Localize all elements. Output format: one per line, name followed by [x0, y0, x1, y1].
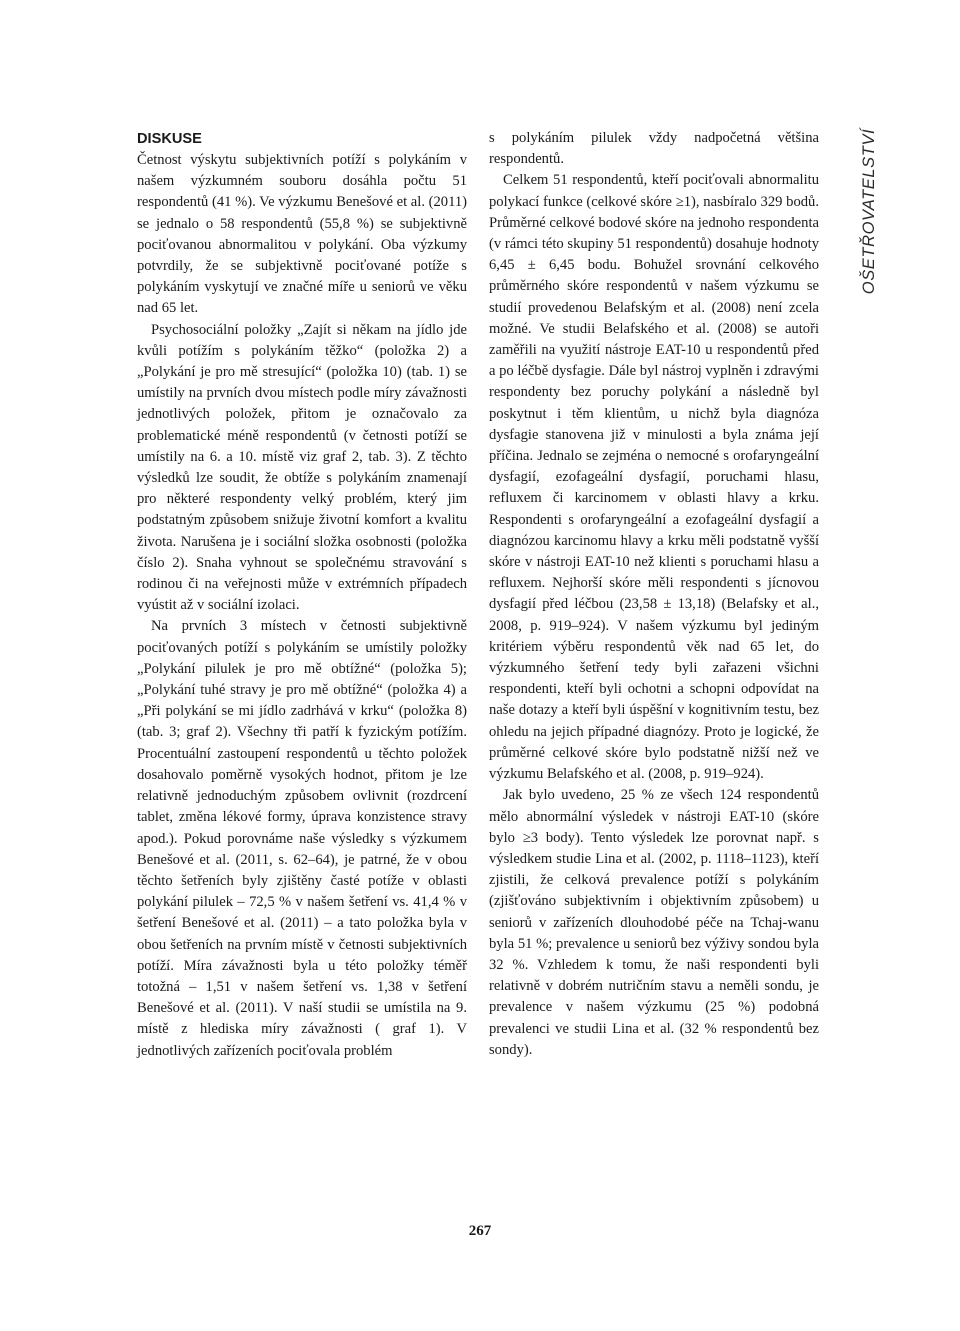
page-number: 267: [468, 1223, 492, 1239]
paragraph: Na prvních 3 místech v četnosti subjektivně pociťovaných potíží s polykáním se umístily položky „Polykání pilulek je pro mě obtížné“ (položka 5); „Polykání tuhé stravy je pro mě obtížné“ (položka 4) a „Při polykání se mi jídlo zadrhává v krku“ (položka 8) (tab. 3; graf 2). Všechny tři patří k fyzickým potížím. Procentuální zastoupení respondentů u těchto položek dosahovalo poměrně vysokých hodnot, přitom je lze relativně jednoduchým způsobem ovlivnit (rozdrcení tablet, změna lékové formy, úprava konzistence stravy apod.). Pokud porovnáme naše výsledky s výzkumem Benešové et al. (2011, s. 62–64), je patrné, že v obou těchto šetřeních byly zjištěny časté potíže v oblasti polykání pilulek – 72,5 % v našem šetření vs. 41,4 % v šetření Benešové et al. (2011) – a tato položka byla v obou šetřeních na prvním místě v četnosti subjektivních potíží. Míra závažnosti byla u této položky téměř totožná – 1,51 v našem šetření vs. 1,38 v šetření Benešové et al. (2011). V naší studii se umístila na 9. místě z hlediska míry závažnosti ( graf 1). V jednotlivých zařízeních pociťovala problém: [137, 618, 467, 1059]
left-column: [137, 128, 467, 1062]
section-side-label: [850, 126, 890, 296]
paragraph: s polykáním pilulek vždy nadpočetná většina respondentů.: [489, 130, 819, 168]
paragraph: Jak bylo uvedeno, 25 % ze všech 124 respondentů mělo abnormální výsledek v nástroji EAT-10 (skóre bylo ≥3 body). Tento výsledek lze porovnat např. s výsledkem studie Lina et al. (2002, p. 1118–1123), kteří zjistili, že celková prevalence potíží s polykáním (zjišťováno subjektivním i objektivním způsobem) u seniorů v zařízeních dlouhodobé péče na Tchaj-wanu byla 51 %; prevalence u seniorů bez výživy sondou byla 32 %. Vzhledem k tomu, že naši respondenti byli relativně v dobrém nutričním stavu a neměli sondu, je prevalence v našem výzkumu (25 %) podobná prevalenci ve studii Lina et al. (32 % respondentů bez sondy).: [489, 787, 819, 1058]
paragraph: Četnost výskytu subjektivních potíží s polykáním v našem výzkumném souboru dosáhla počtu 51 respondentů (41 %). Ve výzkumu Benešové et al. (2011) se jednalo o 58 respondentů (55,8 %) se subjektivně pociťovanou abnormalitou v polykání. Oba výzkumy potvrdily, že se subjektivně pociťované potíže s polykáním vyskytují ve značné míře u seniorů ve věku nad 65 let.: [137, 152, 467, 317]
paragraph: Celkem 51 respondentů, kteří pociťovali abnormalitu polykací funkce (celkové skóre ≥1), nasbíralo 329 bodů. Průměrné celkové bodové skóre na jednoho respondenta (v rámci této skupiny 51 respondentů) dosahuje hodnoty 6,45 ± 6,45 bodu. Bohužel srovnání celkového průměrného skóre respondentů v našem výzkumu se studií provedenou Belafským et al. (2008) není zcela možné. Ve studii Belafského et al. (2008) se autoři zaměřili na využití nástroje EAT-10 u respondentů před a po léčbě dysfagie. Dále byl nástroj vyplněn i zdravými respondenty bez poruchy polykání a následně byl poskytnut i těm klientům, u nichž byla diagnóza dysfagie stanovena již v minulosti a byla známa její příčina. Jednalo se zejména o nemocné s orofaryngeální dysfagií, ezofageální dysfagií, poruchami hlasu, refluxem či karcinomem v oblasti hlavy a krku. Respondenti s orofaryngeální a ezofageální dysfagií a diagnózou karcinomu hlavy a krku měli podstatně vyšší skóre v nástroji EAT-10 než klienti s poruchami hlasu a refluxem. Nejhorší skóre měli respondenti s jícnovou dysfagií před léčbou (23,58 ± 13,18) (Belafsky et al., 2008, p. 919–924). V našem výzkumu byl jediným kritériem výběru respondentů věk nad 65 let, do výzkumného šetření tedy byli zařazeni všichni respondenti, kteří byli ochotni a schopni odpovídat na naše dotazy a kteří byli úspěšní v kognitivním testu, bez ohledu na jejich případné diagnózy. Proto je logické, že průměrné celkové skóre bylo podstatně nižší než ve výzkumu Belafského et al. (2008, p. 919–924).: [489, 172, 819, 783]
section-heading: DISKUSE: [137, 131, 202, 147]
side-label-text: OŠETŘOVATELSTVÍ: [860, 128, 879, 294]
right-column: [489, 128, 819, 1061]
paragraph: Psychosociální položky „Zajít si někam na jídlo jde kvůli potížím s polykáním těžko“ (položka 2) a „Polykání je pro mě stresující“ (položka 10) (tab. 1) se umístily na prvních dvou místech podle míry závažnosti jednotlivých položek, přitom je označovalo za problematické méně respondentů (v četnosti potíží se umístily na 6. a 10. místě viz graf 2, tab. 3). Z těchto výsledků lze soudit, že obtíže s polykáním znamenají pro některé respondenty velký problém, který jim podstatným způsobem snižuje životní komfort a kvalitu života. Narušena je i sociální složka osobnosti (položka číslo 2). Snaha vyhnout se společnému stravování s rodinou či na veřejnosti může v extrémních případech vyústit až v sociální izolaci.: [137, 321, 467, 614]
